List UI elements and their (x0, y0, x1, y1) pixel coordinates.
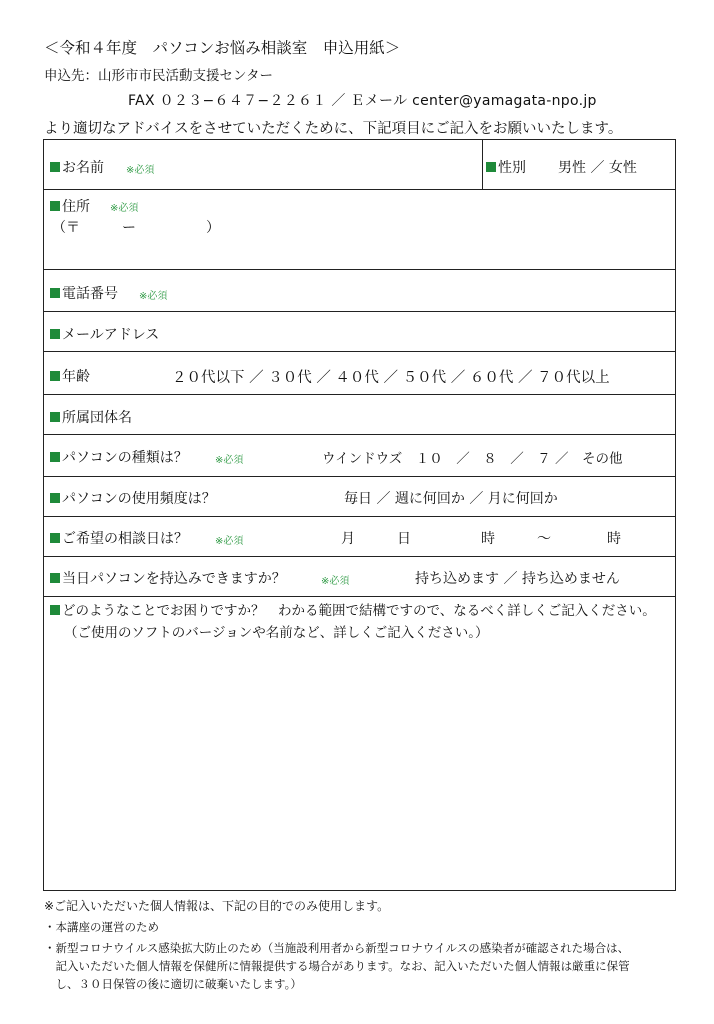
address-label: 住所 (62, 199, 90, 215)
usage-field (50, 488, 216, 508)
square-marker-icon (50, 412, 60, 422)
required-mark: ※必須 (321, 576, 350, 587)
intro-text: より適切なアドバイスをさせていただくために、下記項目にご記入をお願いいたします。 (44, 121, 623, 137)
usage-options[interactable]: 毎日 ／ 週に何回か ／ 月に何回か (344, 491, 558, 507)
usage-label: パソコンの使用頻度は？ (62, 491, 216, 507)
note-item: ・本講座の運営のため (44, 920, 159, 934)
gender-field[interactable] (486, 157, 526, 177)
square-marker-icon (50, 605, 60, 615)
bring-pc-label: 当日パソコンを持込みできますか？ (62, 571, 286, 587)
address-field[interactable] (50, 196, 90, 216)
pc-type-options[interactable]: ウインドウズ １０ ／ ８ ／ ７ ／ その他 (322, 451, 623, 467)
date-row (44, 517, 675, 557)
square-marker-icon (50, 493, 60, 503)
required-mark: ※必須 (139, 291, 168, 302)
pc-type-field (50, 447, 188, 467)
notes-heading: ※ご記入いただいた個人情報は、下記の目的でのみ使用します。 (44, 899, 390, 913)
application-destination: 申込先：山形市市民活動支援センター (44, 68, 273, 84)
name-gender-row (44, 140, 675, 190)
note-item: 記入いただいた個人情報を保健所に情報提供する場合があります。なお、記入いただいた個人情報は厳重に保管 (44, 959, 630, 973)
pc-type-row (44, 435, 675, 477)
phone-label: 電話番号 (62, 286, 118, 302)
problem-label: どのようなことでお困りですか？ わかる範囲で結構ですので、なるべく詳しくご記入ください。 (62, 603, 656, 619)
date-field (50, 528, 188, 548)
age-row (44, 352, 675, 395)
privacy-notes (44, 897, 630, 993)
organization-field[interactable] (50, 407, 132, 427)
square-marker-icon (50, 288, 60, 298)
phone-row (44, 270, 675, 312)
bring-pc-field (50, 568, 286, 588)
required-mark: ※必須 (126, 165, 155, 176)
gender-label: 性別 (498, 160, 526, 176)
name-label: お名前 (62, 160, 104, 176)
pc-type-label: パソコンの種類は？ (62, 450, 188, 466)
date-options[interactable]: 月 日 時 〜 時 (341, 531, 621, 547)
square-marker-icon (50, 201, 60, 211)
form-title: ＜令和４年度 パソコンお悩み相談室 申込用紙＞ (44, 39, 401, 57)
square-marker-icon (50, 371, 60, 381)
contact-line: FAX ０２３−６４７−２２６１ ／ Ｅメール center@yamagata-npo.jp (128, 93, 597, 109)
problem-field (50, 599, 656, 619)
email-row (44, 312, 675, 352)
name-field[interactable] (50, 157, 104, 177)
note-item: し、３０日保管の後に適切に破棄いたします。） (44, 977, 302, 991)
age-options[interactable]: ２０代以下 ／ ３０代 ／ ４０代 ／ ５０代 ／ ６０代 ／ ７０代以上 (172, 370, 610, 386)
age-label: 年齢 (62, 369, 90, 385)
application-form (43, 139, 676, 891)
usage-row (44, 477, 675, 517)
postal-code-field[interactable]: （〒 ー ） (52, 220, 220, 236)
bring-pc-row (44, 557, 675, 597)
email-label: メールアドレス (62, 327, 160, 343)
square-marker-icon (50, 533, 60, 543)
date-label: ご希望の相談日は？ (62, 531, 188, 547)
column-divider (482, 140, 483, 189)
organization-label: 所属団体名 (62, 410, 132, 426)
note-item: ・新型コロナウイルス感染拡大防止のため（当施設利用者から新型コロナウイルスの感染者が確認された場合は、 (44, 941, 630, 955)
square-marker-icon (50, 573, 60, 583)
required-mark: ※必須 (215, 455, 244, 466)
age-field (50, 366, 90, 386)
phone-field[interactable] (50, 283, 118, 303)
problem-row[interactable] (44, 597, 675, 892)
address-row (44, 190, 675, 270)
email-field[interactable] (50, 324, 159, 344)
required-mark: ※必須 (215, 536, 244, 547)
square-marker-icon (50, 452, 60, 462)
square-marker-icon (486, 162, 496, 172)
bring-pc-options[interactable]: 持ち込めます ／ 持ち込めません (415, 571, 620, 587)
organization-row (44, 395, 675, 435)
square-marker-icon (50, 329, 60, 339)
required-mark: ※必須 (110, 203, 139, 214)
problem-sub-label: （ご使用のソフトのバージョンや名前など、詳しくご記入ください。） (64, 625, 489, 641)
square-marker-icon (50, 162, 60, 172)
gender-options[interactable]: 男性 ／ 女性 (558, 160, 637, 176)
